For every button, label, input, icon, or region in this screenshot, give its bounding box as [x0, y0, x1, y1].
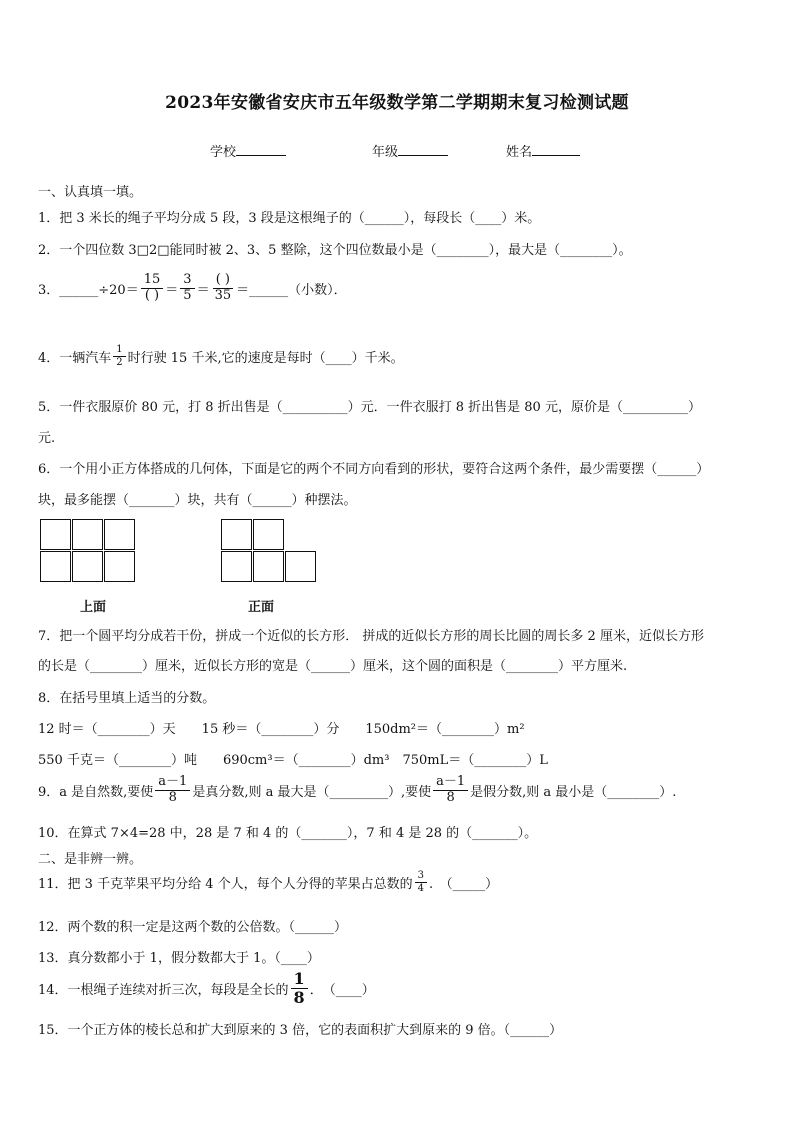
q14-fraction: $\frac{1}{8}$	[291, 970, 308, 1008]
grade-field	[372, 141, 448, 160]
top-view-cell	[104, 551, 135, 582]
school-blank[interactable]	[236, 143, 286, 156]
q9-fraction-2: $\frac{a-1}{8}$	[433, 775, 468, 806]
question-9: 9．a 是自然数,要使 $\frac{a-1}{8}$ 是真分数,则 a 最大是（_________）,要使 $\frac{a-1}{8}$ 是假分数,则 a 最小是（________）.	[38, 774, 677, 805]
page-title: 2023年安徽省安庆市五年级数学第二学期期末复习检测试题	[165, 93, 629, 113]
q11-fraction: $\frac{3}{4}$	[415, 870, 427, 894]
school-label: 学校	[210, 145, 237, 160]
question-2: 2．一个四位数 3□2□能同时被 2、3、5 整除，这个四位数最小是（________），最大是（________）。	[38, 243, 632, 258]
front-view-cell	[221, 519, 252, 550]
top-view-figure	[40, 519, 138, 583]
front-view-cell	[221, 551, 252, 582]
question-6-line-2: 块，最多能摆（_______）块，共有（______）种摆法。	[38, 493, 357, 508]
top-view-cell	[104, 519, 135, 550]
top-view-cell	[40, 519, 71, 550]
name-blank[interactable]	[532, 143, 580, 156]
question-5-line-1: 5．一件衣服原价 80 元，打 8 折出售是（__________）元．一件衣服打 8 折出售是 80 元，原价是（__________）	[38, 400, 701, 415]
question-7-line-2: 的长是（________）厘米，近似长方形的宽是（______）厘米，这个圆的面积是（________）平方厘米.	[38, 659, 628, 674]
question-5-line-2: 元.	[38, 431, 56, 446]
question-10: 10．在算式 7×4=28 中，28 是 7 和 4 的（_______），7 和 4 是 28 的（_______）。	[38, 826, 538, 841]
question-12: 12．两个数的积一定是这两个数的公倍数。（______）	[38, 920, 348, 935]
question-8-row-1: 12 时＝（________）天 15 秒＝（________）分 150dm²＝（________）m²	[38, 722, 525, 737]
question-13: 13．真分数都小于 1，假分数都大于 1。（____）	[38, 951, 320, 966]
q3-fraction-1: $\frac{15}{( )}$	[141, 273, 164, 304]
top-view-cell	[72, 519, 103, 550]
front-view-figure	[221, 519, 319, 583]
front-view-cell	[253, 551, 284, 582]
question-15: 15．一个正方体的棱长总和扩大到原来的 3 倍，它的表面积扩大到原来的 9 倍。（______）	[38, 1023, 563, 1038]
q3-fraction-3: $\frac{( )}{35}$	[214, 272, 232, 303]
question-8-row-2: 550 千克＝（________）吨 690cm³＝（________）dm³ 750mL＝（________）L	[38, 753, 548, 768]
question-14: 14．一根绳子连续对折三次，每段是全长的 $\frac{1}{8}$ ． （____）	[38, 969, 375, 1008]
q3-fraction-2: $\frac{3}{5}$	[180, 273, 194, 304]
question-6-line-1: 6．一个用小正方体搭成的几何体，下面是它的两个不同方向看到的形状，要符合这两个条件，最少需要摆（______）	[38, 462, 710, 477]
front-view-cell	[285, 551, 316, 582]
q3-prefix: 3．______÷20＝	[38, 282, 139, 298]
section-2-heading: 二、是非辨一辨。	[38, 852, 143, 867]
front-view-caption: 正面	[248, 600, 275, 615]
question-7-line-1: 7．把一个圆平均分成若干份，拼成一个近似的长方形． 拼成的近似长方形的周长比圆的周长多 2 厘米，近似长方形	[38, 629, 704, 644]
q3-suffix: ＝______（小数）．	[236, 282, 347, 298]
q9-fraction-1: $\frac{a-1}{8}$	[155, 775, 190, 806]
top-view-caption: 上面	[80, 600, 107, 615]
top-view-cell	[72, 551, 103, 582]
question-4: 4．一辆汽车 $\frac{1}{2}$ 时行驶 15 千米,它的速度是每时（____）千米。	[38, 344, 404, 368]
front-view-cell	[253, 519, 284, 550]
question-1: 1．把 3 米长的绳子平均分成 5 段，3 段是这根绳子的（______），每段长（____）米。	[38, 211, 541, 226]
name-field	[506, 141, 580, 160]
q4-fraction: $\frac{1}{2}$	[113, 344, 125, 368]
question-8-heading: 8．在括号里填上适当的分数。	[38, 691, 216, 706]
section-1-heading: 一、认真填一填。	[38, 185, 143, 200]
question-11: 11．把 3 千克苹果平均分给 4 个人，每个人分得的苹果占总数的 $\frac{3}{4}$ . （_____）	[38, 870, 499, 894]
grade-blank[interactable]	[398, 143, 448, 156]
name-label: 姓名	[506, 145, 533, 160]
school-field	[210, 141, 286, 160]
top-view-cell	[40, 551, 71, 582]
question-3: 3．______÷20＝ $\frac{15}{( )}$ ＝ $\frac{3}{5}$ ＝ $\frac{( )}{35}$ ＝______（小数）．	[38, 272, 347, 303]
grade-label: 年级	[372, 145, 399, 160]
